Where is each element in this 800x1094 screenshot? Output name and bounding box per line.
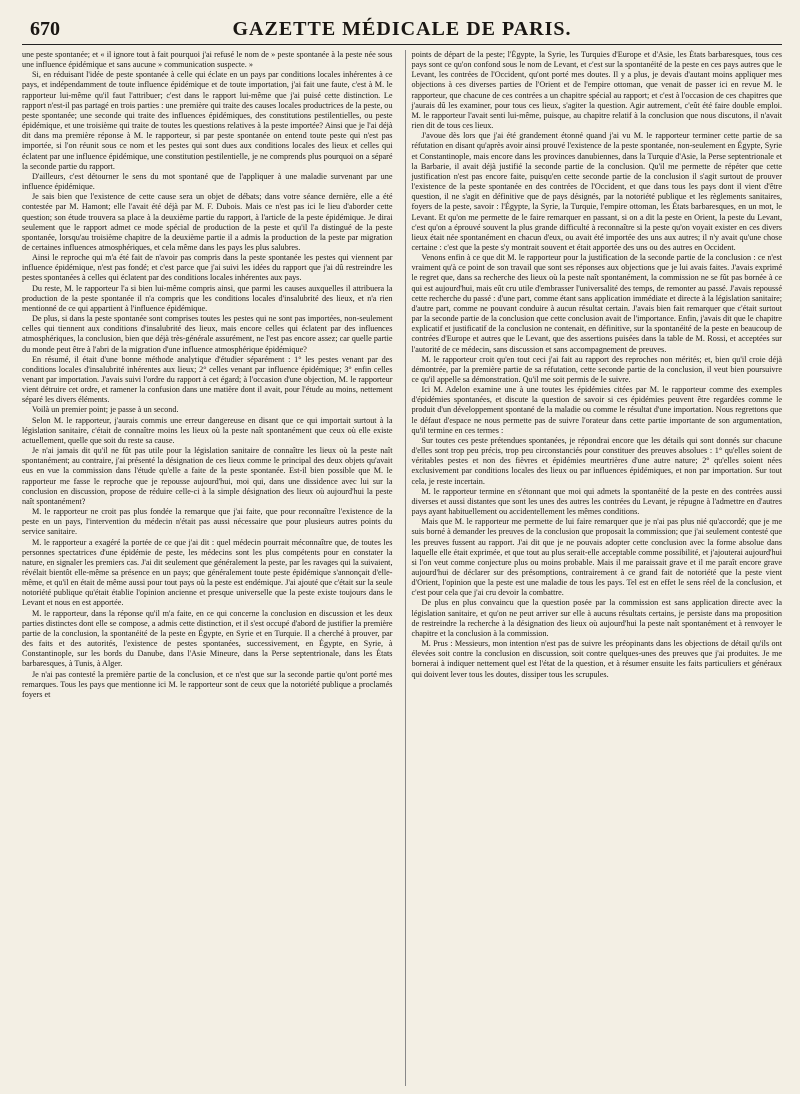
- paragraph: Sur toutes ces peste prétendues spontanées, je répondrai encore que les détails qui sont donnés sur chacune d'elles sont trop peu précis, trop peu circonstanciés pour constituer des preuves absolues : 1° qu'elles soient de véritables pestes et non des fièvres et épidémies meurtrières d'une autre nature; 2° qu'elles soient nées exclusivement par conditions locales des lieux ou par influences épidémiques, et non par importation. Sur tout cela, je reste incertain.: [411, 435, 782, 486]
- paragraph: Je n'ai jamais dit qu'il ne fût pas utile pour la législation sanitaire de connaître les lieux où la peste naît spontanément; au contraire, j'ai présenté la désignation de ces lieux comme le principal des deux objets qu'avait eus en vue la commission dans l'étude qu'elle a faite de la peste spontanée. Est-il bien possible que M. le rapporteur me fasse le reproche que je repousse aujourd'hui, moi qui, dans une dissidence avec lui sur la conclusion en discussion, propose de réduire celle-ci à la simple désignation des lieux où aujourd'hui la peste naît spontanément?: [22, 446, 393, 506]
- article-body: [22, 50, 782, 1086]
- paragraph: M. Prus : Messieurs, mon intention n'est pas de suivre les préopinants dans les objections de détail qu'ils ont élevées soit contre la conclusion en discussion, soit contre quelques-unes des preuves que j'ai produites. Je me bornerai à indiquer nettement quel est l'état de la question, et à résumer ensuite les faits particuliers et généraux qui doivent lever tous les doutes, dissiper tous les scrupules.: [411, 639, 782, 679]
- page-header: [22, 14, 782, 45]
- paragraph: Mais que M. le rapporteur me permette de lui faire remarquer que je n'ai pas plus nié qu'accordé; que je me suis borné à demander les preuves de la conclusion que proposait la commission; que j'ai seulement contesté que les preuves fussent au rapport. J'ai dit que je ne pouvais adopter cette conclusion avec la forme absolue dans laquelle elle était exprimée, et que tout au plus serait-elle acceptable comme possibilité, et j'ajouterai aujourd'hui si l'on veut comme conjecture plus ou moins probable. Mais il me paraissait grave et il me paraît encore grave aujourd'hui de déclarer sur des présomptions, contrairement à ce grand fait de notoriété que la peste vient d'Orient, l'opinion que la peste est une maladie de tous les pays. Tel est en effet le sens réel de la conclusion, et c'est pour cela que j'ai cru devoir la combattre.: [411, 517, 782, 598]
- paragraph: Ainsi le reproche qui m'a été fait de n'avoir pas compris dans la peste spontanée les pestes qui viennent par influence épidémique, n'est pas fondé; et c'est parce que j'ai suivi les idées du rapport que j'ai dû restreindre les pestes spontanées à celles qui éclatent par des conditions locales inhérentes aux pays.: [22, 253, 393, 283]
- journal-title: GAZETTE MÉDICALE DE PARIS.: [232, 18, 572, 40]
- right-column: [405, 50, 783, 1086]
- paragraph: J'avoue dès lors que j'ai été grandement étonné quand j'ai vu M. le rapporteur terminer cette partie de sa réfutation en disant qu'après avoir ainsi prouvé l'existence de la peste spontanée, non-seulement en Égypte, Syrie et Constantinople, mais encore dans les provinces danubiennes, dans la Turquie d'Asie, la Perse septentrionale et la Barbarie, il avait déjà justifié la seconde partie de la conclusion. Qu'il me permette de répéter que cette justification n'est pas encore faite, puisqu'en cette seconde partie de la conclusion il s'agit surtout de prouver l'existence de la peste spontanée en des contrées de l'Occident, et que dans tous les pays dont il vient d'être question, il ne s'agit en définitive que de pays désignés, par la notoriété publique et les règlements sanitaires, foyers de la peste, savoir : l'Égypte, la Syrie, la Turquie, l'empire ottoman, les États barbaresques, en un mot, le Levant. Et qu'on me permette de le faire remarquer en passant, si on a dit la peste en Orient, la peste du Levant, c'est qu'on a éprouvé souvent la plus grande difficulté à reconnaître si la peste qu'on voyait exister en ces divers lieux était née spontanément en chacun d'eux, ou avait été importée des uns aux autres; il n'y avait qu'une chose certaine : c'est que la peste s'y montrait souvent et était apportée des uns ou des autres en Occident.: [411, 131, 782, 252]
- paragraph: Du reste, M. le rapporteur l'a si bien lui-même compris ainsi, que parmi les causes auxquelles il attribuera la production de la peste spontanée il n'a compris que les conditions locales d'insalubrité des lieux, et n'a rien mentionné de ce qui appartient à l'influence épidémique.: [22, 283, 393, 313]
- paragraph: De plus en plus convaincu que la question posée par la commission est sans application directe avec la législation sanitaire, et qu'on ne peut arriver sur elle à aucuns résultats certains, je persiste dans ma proposition de restreindre la recherche à la désignation des lieux où aujourd'hui la peste naît spontanément et à renvoyer le chapitre et la conclusion à la commission.: [411, 598, 782, 638]
- paragraph: points de départ de la peste; l'Égypte, la Syrie, les Turquies d'Europe et d'Asie, les États barbaresques, tous ces pays sont ce qu'on confond sous le nom de Levant, et c'est sur la spontanéité de la peste en ces pays autres que le Levant, les contrées de l'Occident, qu'ont porté mes doutes. Il y a plus, je devais d'autant moins appliquer mes objections à ces diverses parties de l'Orient et de l'empire ottoman, que venait de passer ici en revue M. le rapporteur, que chacune de ces contrées a un chapitre spécial au rapport; et c'est à l'occasion de ces chapitres que j'aurais dû les examiner, pour tous ces lieux, s'agiter la question. Agir autrement, c'eût été faire double emploi. M. le rapporteur l'avait senti lui-même, puisque, au chapitre relatif à la conclusion que nous discutons, il n'avait rien dit de tous ces lieux.: [411, 50, 782, 131]
- paragraph: Je n'ai pas contesté la première partie de la conclusion, et ce n'est que sur la seconde partie qu'ont porté mes remarques. Tous les pays que mentionne ici M. le rapporteur sont de ceux que la notoriété publique a proclamés foyers et: [22, 669, 393, 699]
- paragraph: Selon M. le rapporteur, j'aurais commis une erreur dangereuse en disant que ce qui importait surtout à la législation sanitaire, c'était de connaître moins les lieux où la peste naît spontanément que ceux où elle existe actuellement, quelle que soit du reste sa cause.: [22, 415, 393, 445]
- paragraph: Si, en réduisant l'idée de peste spontanée à celle qui éclate en un pays par conditions locales inhérentes à ce pays, et indépendamment de toute influence épidémique et de toute importation, j'ai fait une faute, c'est à M. le rapporteur lui-même qu'il faut l'attribuer; c'est dans le rapport lui-même que j'ai puisé cette distinction. Le rapport n'est-il pas partagé en trois parties : une première qui traite des causes locales productrices de la peste, ou peste spontanée; une seconde qui traite des influences épidémiques, des constitutions pestilentielles, ou peste épidémique, et une troisième qui traite de toutes les questions relatives à la peste importée? Ainsi que je l'ai déjà dit dans ma première réponse à M. le rapporteur, si par peste spontanée on entend toute peste qui n'est pas importée, si l'on réunit sous ce nom et les pestes qui sont dues aux conditions locales des lieux et celles qui éclatent par une influence épidémique, une constitution pestilentielle, je ne comprends plus pourquoi on a séparé la seconde partie du rapport.: [22, 70, 393, 171]
- paragraph: Venons enfin à ce que dit M. le rapporteur pour la justification de la seconde partie de la conclusion : ce n'est vraiment qu'à ce point de son travail que sont ses réponses aux objections que je lui avais faites. J'avais exprimé le regret que, dans sa recherche des lieux où la peste naît spontanément, la commission ne se fût pas bornée à ce qui est aujourd'hui, mais eût cru utile d'embrasser l'universalité des temps, de remonter au passé. J'avais repoussé cette recherche du passé : d'une part, comme étant sans application immédiate et directe à la législation sanitaire; d'autre part, comme ne pouvant conduire à aucun résultat certain. J'avais bien fait remarquer que c'était surtout par la seconde partie de la conclusion que cette conclusion avait de l'importance. Enfin, j'avais dit que le chapitre explicatif et justificatif de la conclusion ne contenait, en définitive, sur la spontanéité de la peste en beaucoup de contrées d'Europe et autres que le Levant, que des assertions puisées dans la table de M. Rossi, et acceptées sur l'autorité de ce médecin, sans discussion et sans accompagnement de preuves.: [411, 253, 782, 354]
- paragraph: Voilà un premier point; je passe à un second.: [32, 405, 179, 415]
- paragraph: M. le rapporteur a exagéré la portée de ce que j'ai dit : quel médecin pourrait méconnaître que, de toutes les personnes spectatrices d'une épidémie de peste, les médecins sont les plus compétents pour en constater la nature, en signaler les premiers cas. J'ai dit seulement que généralement la peste, par les ravages qui la suivaient, révélait bientôt elle-même sa présence en un pays; que généralement toute peste épidémique s'annonçait d'elle-même, et qu'il en était de même aussi pour tout pays où la peste est endémique. J'ai ajouté que c'était sur la seule notoriété publique qu'était établie l'opinion ancienne et presque universelle que la peste existe toujours dans le Levant et nous en est apportée.: [22, 537, 393, 608]
- paragraph: Ici M. Adelon examine une à une toutes les épidémies citées par M. le rapporteur comme des exemples d'épidémies spontanées, et discute la question de savoir si ces épidémies peuvent être regardées comme le produit d'un développement spontané de la maladie ou comme le résultat d'une importation. Nous regrettons que le défaut d'espace ne nous permette pas de suivre l'orateur dans cette partie importante de son argumentation, qu'il termine en ces termes :: [411, 385, 782, 435]
- paragraph: Je sais bien que l'existence de cette cause sera un objet de débats; dans votre séance dernière, elle a été contestée par M. Hamont; elle l'avait été déjà par M. F. Dubois. Mais ce n'est pas ici le lieu d'aborder cette question; son étude trouvera sa place à la deuxième partie du rapport, à l'article de la peste épidémique. Je dirai seulement que le rapport admet ce mode spécial de production de la peste et qu'il l'a distingué de la peste spontanée, lorsqu'au troisième chapitre de la deuxième partie il a admis la production de la peste par migration de certaines influences atmosphériques, et cela même dans les pays les plus salubres.: [22, 192, 393, 252]
- paragraph: En résumé, il était d'une bonne méthode analytique d'étudier séparément : 1° les pestes venant par des conditions locales d'insalubrité inhérentes aux lieux; 2° celles venant par influence épidémique; 3° enfin celles venant par importation. J'avais suivi l'ordre du rapport à cet égard; à l'occasion d'une objection, M. le rapporteur vient détruire cet ordre, et ramener la confusion dans une matière dont il avait, pour l'étude au moins, nettement séparé les divers éléments.: [22, 354, 393, 405]
- paragraph: M. le rapporteur ne croit pas plus fondée la remarque que j'ai faite, que pour reconnaître l'existence de la peste en un pays, l'intervention du médecin n'était pas aussi nécessaire que pour plusieurs autres points du service sanitaire.: [22, 507, 393, 537]
- paragraph: une peste spontanée; et « il ignore tout à fait pourquoi j'ai refusé le nom de » peste spontanée à la peste née sous une influence épidémique et sans aucune » communication suspecte. »: [22, 50, 393, 70]
- paragraph: M. le rapporteur, dans la réponse qu'il m'a faite, en ce qui concerne la conclusion en discussion et les deux parties distinctes dont elle se compose, a admis cette distinction, et il s'est occupé d'abord de justifier la première partie de la conclusion, la spontanéité de la peste en Égypte, en Syrie et en Turquie. Il a cherché à prouver, par des faits et des autorités, l'existence de pestes spontanées, successivement, en Égypte, en Syrie, à Constantinople, sur les bords du Danube, dans l'Asie Mineure, dans la Perse septentrionale, dans les États barbaresques, à Tunis, à Alger.: [22, 608, 393, 669]
- paragraph: M. le rapporteur termine en s'étonnant que moi qui admets la spontanéité de la peste en des contrées aussi diverses et aussi distantes que sont les unes des autres les contrées du Levant, je répugne à l'admettre en d'autres pays ayant habituellement ou accidentellement les mêmes conditions.: [411, 486, 782, 517]
- page-number: 670: [30, 18, 60, 40]
- left-column: [22, 50, 393, 1086]
- paragraph: M. le rapporteur croit qu'en tout ceci j'ai fait au rapport des reproches non mérités; et, bien qu'il croie déjà démontrée, par la première partie de sa réfutation, cette seconde partie de la conclusion, il veut bien poursuivre ce qu'il appelle sa démonstration. Qu'il me soit permis de le suivre.: [411, 354, 782, 384]
- paragraph: D'ailleurs, c'est détourner le sens du mot spontané que de l'appliquer à une maladie survenant par une influence épidémique.: [22, 171, 393, 192]
- paragraph: De plus, si dans la peste spontanée sont comprises toutes les pestes qui ne sont pas importées, non-seulement celles qui tiennent aux conditions d'insalubrité des lieux, mais encore celles qui éclatent par des influences atmosphériques, la conclusion, bien que déjà très-générale assurément, ne l'est pas encore assez; car quelle partie du monde peut être à l'abri de la migration d'une influence atmosphérique épidémique?: [22, 314, 393, 354]
